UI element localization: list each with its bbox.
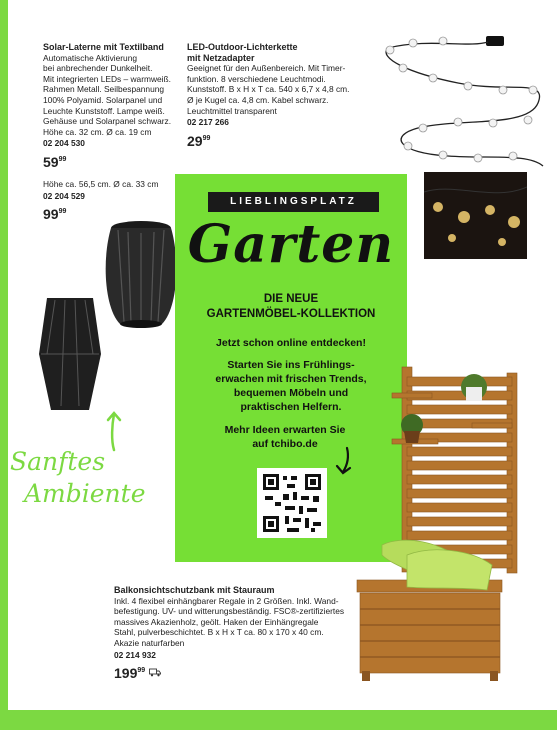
price-cents: 99 [58, 208, 67, 216]
price [43, 152, 66, 170]
product-solar-lantern [43, 42, 183, 170]
lights-photo [424, 172, 527, 259]
qr-code-icon [257, 468, 327, 538]
product-solar-lantern-large [43, 179, 183, 222]
product-title: LED-Outdoor-Lichterkette mit Netzadapter [187, 42, 298, 63]
delivery-truck-icon [149, 668, 161, 677]
product-title: Solar-Laterne mit Textilband [43, 42, 164, 52]
promo-line-2: Starten Sie ins Frühlings- erwachen mit frischen Trends, bequemen Möbeln und praktischen Helfern. [215, 359, 367, 413]
lantern-large-image [98, 218, 184, 330]
price [43, 204, 66, 222]
product-title: Balkonsichtschutzbank mit Stauraum [114, 585, 275, 595]
price-cents: 99 [202, 134, 211, 142]
string-lights-image [368, 28, 553, 173]
price-main: 199 [114, 665, 138, 682]
qr-code[interactable] [257, 468, 327, 538]
promo-line-3[interactable]: Mehr Ideen erwarten Sie auf tchibo.de [224, 424, 346, 450]
script-line-1: Sanftes [10, 447, 106, 476]
price-cents: 99 [58, 155, 67, 163]
article-number: 02 214 932 [114, 649, 156, 660]
green-edge-left [0, 0, 8, 730]
bench-image [352, 365, 522, 685]
price-main: 59 [43, 153, 59, 170]
lantern-small-image [37, 294, 103, 414]
promo-line-1: Jetzt schon online entdecken! [216, 337, 366, 349]
price [187, 131, 210, 149]
script-text [10, 446, 146, 510]
article-number: 02 217 266 [187, 117, 229, 128]
product-description: Höhe ca. 56,5 cm. Ø ca. 33 cm [43, 179, 159, 189]
price [114, 663, 145, 681]
product-description: Geeignet für den Außenbereich. Mit Timer- funktion. 8 verschiedene Leuchtmodi. Kunststoff. B x H x T ca. 540 x 6,7 x 4,8 cm. Ø je Kugel ca. 4,8 cm. Kabel schwarz. Leuchtmittel transparent [187, 63, 350, 116]
promo-headline: Garten [187, 214, 395, 275]
script-line-2: Ambiente [24, 479, 146, 508]
article-number: 02 204 529 [43, 190, 85, 201]
promo-banner: LIEBLINGSPLATZ [208, 192, 379, 212]
article-number: 02 204 530 [43, 138, 85, 149]
product-bench [114, 585, 374, 681]
green-edge-bottom [0, 710, 557, 730]
product-description: Automatische Aktivierung bei anbrechender Dunkelheit. Mit integrierten LEDs – warmweiß. Rahmen Metall. Seilbespannung 100% Polyamid. Solarpanel und Leuchte Kunststoff. Lampe weiß. Gehäuse und Solarpanel schwarz. Höhe ca. 32 cm. Ø ca. 19 cm [43, 52, 172, 137]
price-main: 29 [187, 132, 203, 149]
product-led-string [187, 42, 367, 149]
promo-subheadline: DIE NEUE GARTENMÖBEL-KOLLEKTION [206, 293, 376, 320]
product-description: Inkl. 4 flexibel einhängbarer Regale in 2 Größen. Inkl. Wand- befestigung. UV- und witterungsbeständig. FSC®-zertifiziertes massives Akazienholz, geölt. Haken der Einhängregale Stahl, pulverbeschichtet. B x H x T ca. 80 x 170 x 40 cm. Akazie naturfarben [114, 595, 345, 648]
price-cents: 99 [137, 667, 146, 675]
price-main: 99 [43, 206, 59, 223]
